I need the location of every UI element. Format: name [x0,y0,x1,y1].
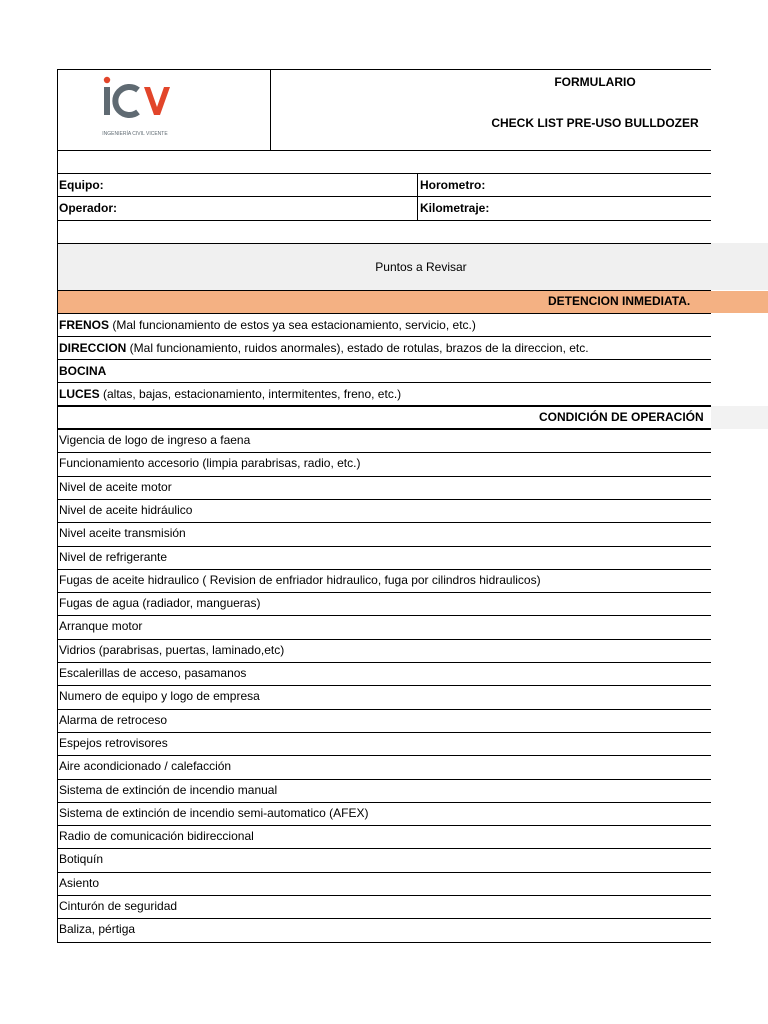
checklist-item [59,318,476,332]
checklist-item: Cinturón de seguridad [59,899,178,913]
checklist-item: Botiquín [59,852,104,867]
logo-tagline: INGENIERÍA CIVIL VICENTE [102,131,168,137]
checklist-item [59,341,589,355]
checklist-item-keyword: FRENOS [59,318,110,332]
checklist-item: Baliza, pértiga [59,922,136,937]
checklist-item: Fugas de aceite hidraulico ( Revision de enfriador hidraulico, fuga por cilindros hidraulicos) [59,572,541,587]
checklist-item-detail: (altas, bajas, estacionamiento, intermitentes, freno, etc.) [99,387,402,401]
checklist-item [59,387,401,401]
checklist-item: Arranque motor [59,619,143,634]
equipo-label: Equipo: [59,178,104,192]
checklist-item-keyword: BOCINA [59,364,107,378]
checklist-item [59,364,106,378]
section-detencion-inmediata: DETENCION INMEDIATA. [548,294,691,308]
checklist-item: Sistema de extinción de incendio manual [59,782,278,797]
checklist-item: Sistema de extinción de incendio semi-automatico (AFEX) [59,805,369,820]
checklist-item: Asiento [59,875,100,890]
checklist-item: Espejos retrovisores [59,735,168,750]
checklist-item: Vigencia de logo de ingreso a faena [59,433,251,447]
checklist-item: Escalerillas de acceso, pasamanos [59,666,247,680]
checklist-item: Numero de equipo y logo de empresa [59,689,260,704]
checklist-item: Aire acondicionado / calefacción [59,759,232,774]
checklist-item-keyword: DIRECCION [59,341,127,355]
checklist-item: Radio de comunicación bidireccional [59,829,254,844]
checklist-item-keyword: LUCES [59,387,100,401]
checklist-item: Alarma de retroceso [59,712,168,727]
checklist-item: Nivel de refrigerante [59,549,168,564]
kilometraje-label: Kilometraje: [420,201,490,215]
checklist-item-detail: (Mal funcionamiento, ruidos anormales), estado de rotulas, brazos de la direccion, etc. [126,341,589,355]
form-title: FORMULARIO [554,75,636,89]
checklist-item-detail: (Mal funcionamiento de estos ya sea estacionamiento, servicio, etc.) [109,318,476,332]
table-header: Puntos a Revisar [375,260,467,274]
horometro-label: Horometro: [420,178,486,192]
checklist-item: Nivel aceite transmisión [59,526,186,541]
section-condicion-operacion: CONDICIÓN DE OPERACIÓN [539,410,704,424]
checklist-item: Nivel de aceite hidráulico [59,502,193,517]
checklist-item: Funcionamiento accesorio (limpia parabrisas, radio, etc.) [59,456,361,471]
checklist-item: Nivel de aceite motor [59,479,172,494]
operador-label: Operador: [59,201,118,215]
checklist-item: Vidrios (parabrisas, puertas, laminado,etc) [59,642,285,657]
checklist-item: Fugas de agua (radiador, mangueras) [59,596,261,611]
form-subtitle: CHECK LIST PRE-USO BULLDOZER [491,116,699,130]
